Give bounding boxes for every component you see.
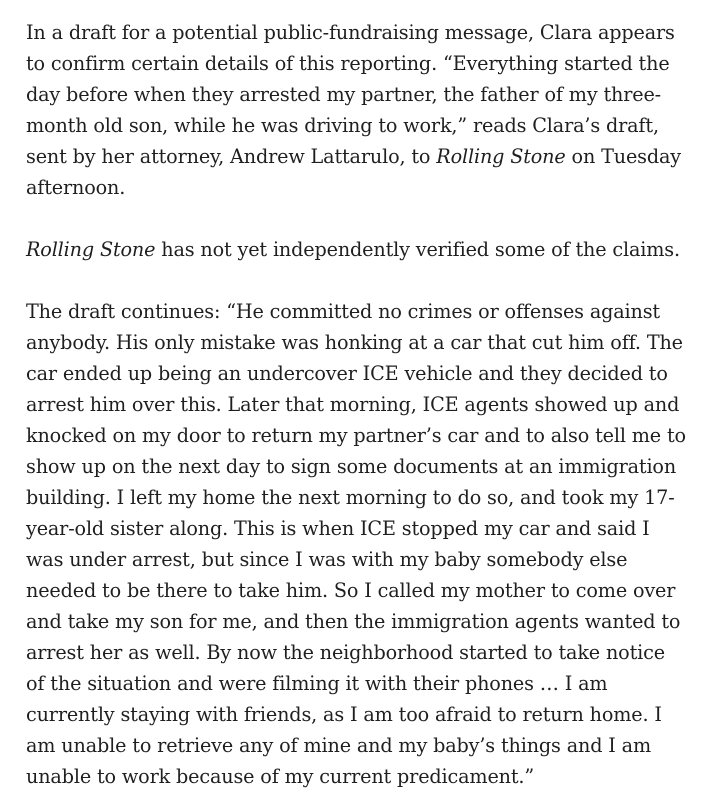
paragraph-text: In a draft for a potential public-fundraising message, Clara appears to confirm certain details of this reporting. “Everything started the day before when they arrested my partner, the father of my three-month old son, while he was driving to work,” reads Clara’s draft, sent by her attorney, Andrew Lattarulo, to [26,21,675,168]
paragraph-verification-note [26,234,686,265]
paragraph-draft-intro [26,17,686,203]
publication-name: Rolling Stone [26,238,156,261]
paragraph-text: on Tuesday afternoon. [26,145,681,199]
publication-name: Rolling Stone [436,145,566,168]
paragraph-text: has not yet independently verified some of the claims. [155,238,680,261]
paragraph-draft-quote [26,296,686,792]
paragraph-text: The draft continues: “He committed no crimes or offenses against anybody. His only mistake was honking at a car that cut him off. The car ended up being an undercover ICE vehicle and they decided to arrest him over this. Later that morning, ICE agents showed up and knocked on my door to return my partner’s car and to also tell me to show up on the next day to sign some documents at an immigration building. I left my home the next morning to do so, and took my 17-year-old sister along. This is when ICE stopped my car and said I was under arrest, but since I was with my baby somebody else needed to be there to take him. So I called my mother to come over and take my son for me, and then the immigration agents wanted to arrest her as well. By now the neighborhood started to take notice of the situation and were filming it with their phones … I am currently staying with friends, as I am too afraid to return home. I am unable to retrieve any of mine and my baby’s things and I am unable to work because of my current predicament.” [26,300,686,788]
